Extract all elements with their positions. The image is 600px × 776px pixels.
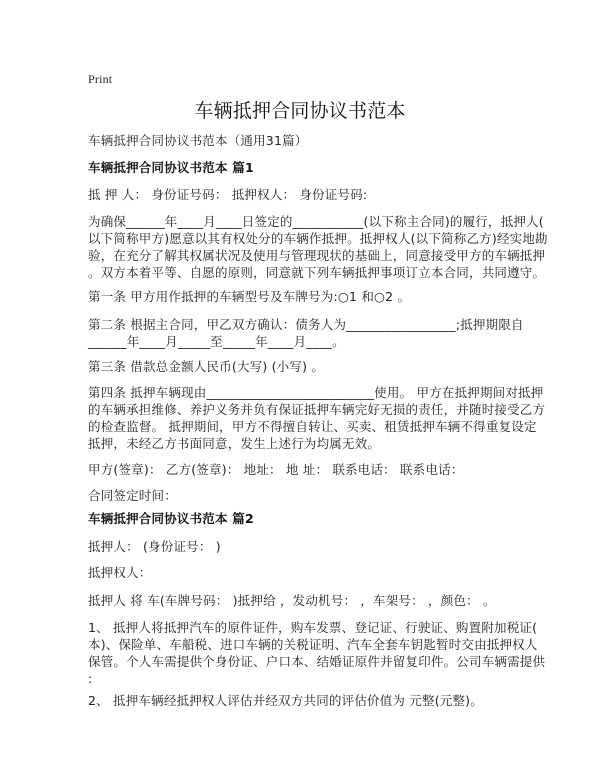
article-4: 第四条 抵押车辆现由__________________________使用。 甲方在抵押期间对抵押 [88, 385, 544, 400]
parties-line: 抵 押 人： 身份证号码： 抵押权人： 身份证号码: [88, 187, 368, 202]
item-1: 本)、保险单、车船税、进口车辆的关税证明、汽车全套车钥匙暂时交由抵押权人 [88, 637, 538, 652]
article-1: 第一条 甲方用作抵押的车辆型号及车牌号为:○1 和○2 。 [88, 289, 411, 304]
page-title: 车辆抵押合同协议书范本 [194, 100, 406, 122]
pledgor-line: 抵押人： (身份证号： ) [88, 539, 221, 554]
pledgee-line: 抵押权人： [88, 565, 152, 580]
print-link[interactable]: Print [88, 72, 113, 86]
article-4: 的车辆承担维修、养护义务并负有保证抵押车辆完好无损的责任，并随时接受乙方 [88, 402, 546, 417]
item-1: 保管。个人车需提供个身份证、户口本、结婚证原件并留复印件。公司车辆需提供 [88, 654, 546, 669]
item-1: : [88, 671, 93, 686]
intro-line: 以下简称甲方)愿意以其有权处分的车辆作抵押。抵押权人(以下简称乙方)经实地勘 [88, 231, 548, 246]
article-4: 抵押，未经乙方书面同意，发生上述行为均属无效。 [88, 436, 381, 451]
subtitle: 车辆抵押合同协议书范本（通用31篇） [88, 133, 308, 148]
article-4: 的检查监督。 抵押期间，甲方不得擅自转让、买卖、租赁抵押车辆不得重复设定 [88, 419, 537, 434]
intro-line: 。双方本着平等、自愿的原则，同意就下列车辆抵押事项订立本合同，共同遵守。 [88, 265, 546, 280]
section-heading: 车辆抵押合同协议书范本 篇2 [88, 511, 254, 526]
vehicle-line: 抵押人 将 车(车牌号码： )抵押给 ，发动机号： ，车架号： ，颜色： 。 [88, 593, 496, 608]
article-2: ______年____月_____至_____年____月____。 [88, 334, 345, 349]
intro-line: 为确保______年____月____日签定的___________(以下称主合同)的履行，抵押人( [88, 214, 544, 229]
signatures-line: 甲方(签章)： 乙方(签章)： 地址： 地 址： 联系电话： 联系电话： [88, 462, 464, 477]
intro-line: 验，在充分了解其权属状况及使用与管理现状的基础上，同意接受甲方的车辆抵押 [88, 248, 546, 263]
article-2: 第二条 根据主合同，甲乙双方确认：债务人为_________________;抵押期限自 [88, 317, 524, 332]
section-heading: 车辆抵押合同协议书范本 篇1 [88, 160, 254, 175]
item-1: 1、 抵押人将抵押汽车的原件证件，购车发票、登记证、行驶证、购置附加税证( [88, 620, 538, 635]
article-3: 第三条 借款总金额人民币(大写) (小写) 。 [88, 359, 325, 374]
item-2: 2、 抵押车辆经抵押权人评估并经双方共同的评估价值为 元整(元整)。 [88, 693, 483, 708]
sign-date: 合同签定时间： [88, 488, 177, 503]
